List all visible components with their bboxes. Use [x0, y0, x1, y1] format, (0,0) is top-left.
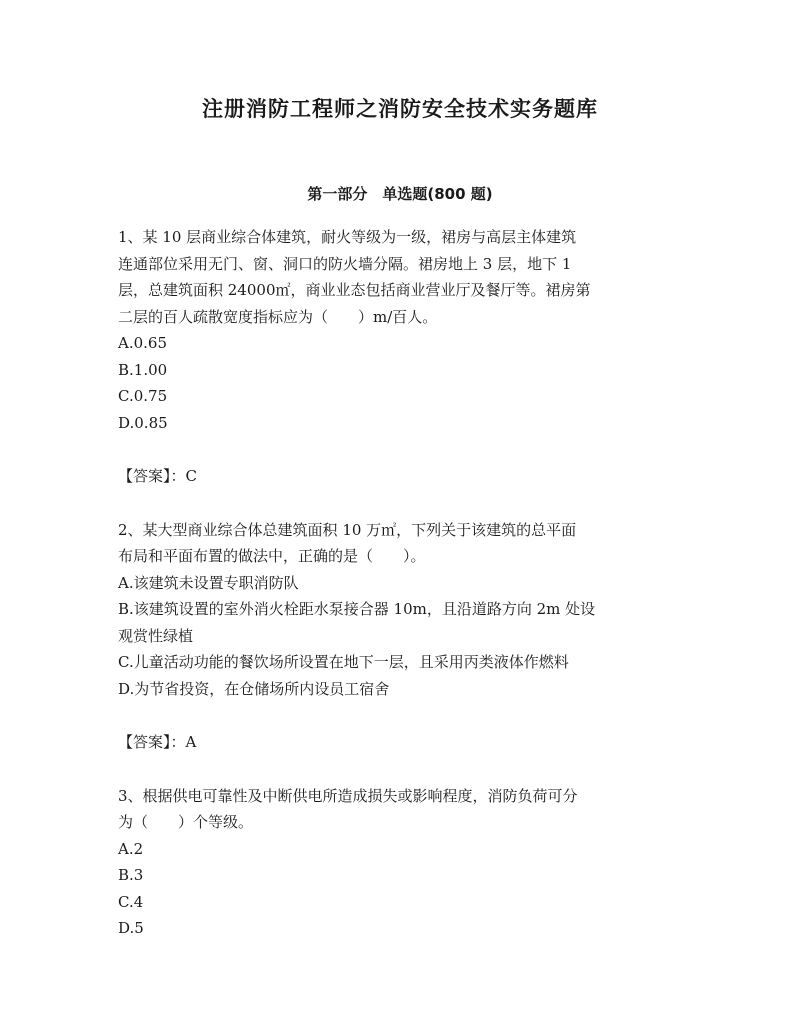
question-stem-line: 二层的百人疏散宽度指标应为（ ）m/百人。 [118, 307, 438, 326]
question-stem-line: 布局和平面布置的做法中，正确的是（ ）。 [118, 547, 426, 565]
option-a: A.该建筑未设置专职消防队 [118, 573, 299, 592]
option-b: B.3 [118, 866, 144, 884]
question-3 [118, 783, 678, 942]
option-a: A.2 [118, 839, 144, 858]
question-stem-line: 1、某 10 层商业综合体建筑，耐火等级为一级，裙房与高层主体建筑 [118, 228, 577, 246]
answer-1: 【答案】：C [118, 467, 197, 485]
option-d: D.0.85 [118, 413, 168, 432]
option-b: B.该建筑设置的室外消火栓距水泵接合器 10m，且沿道路方向 2m 处设 [118, 600, 596, 618]
document-title: 注册消防工程师之消防安全技术实务题库 [202, 97, 598, 121]
option-d: D.5 [118, 919, 144, 937]
option-c: C.儿童活动功能的餐饮场所设置在地下一层，且采用丙类液体作燃料 [118, 653, 569, 671]
section-title: 第一部分 单选题(800 题) [307, 185, 493, 203]
option-c: C.4 [118, 892, 144, 911]
question-stem-line: 3、根据供电可靠性及中断供电所造成损失或影响程度，消防负荷可分 [118, 786, 578, 805]
question-2 [118, 517, 678, 703]
question-stem-line: 连通部位采用无门、窗、洞口的防火墙分隔。裙房地上 3 层，地下 1 [118, 254, 572, 273]
question-1 [118, 224, 678, 436]
question-stem-line: 2、某大型商业综合体总建筑面积 10 万㎡，下列关于该建筑的总平面 [118, 520, 577, 539]
question-stem-line: 层，总建筑面积 24000㎡，商业业态包括商业营业厅及餐厅等。裙房第 [118, 281, 591, 299]
option-b-continued: 观赏性绿植 [118, 626, 194, 645]
question-stem-line: 为（ ）个等级。 [118, 813, 254, 831]
question-list [118, 224, 678, 942]
option-c: C.0.75 [118, 387, 168, 405]
option-b: B.1.00 [118, 360, 168, 379]
answer-2: 【答案】：A [118, 733, 197, 751]
option-a: A.0.65 [118, 334, 167, 352]
option-d: D.为节省投资，在仓储场所内设员工宿舍 [118, 679, 390, 698]
